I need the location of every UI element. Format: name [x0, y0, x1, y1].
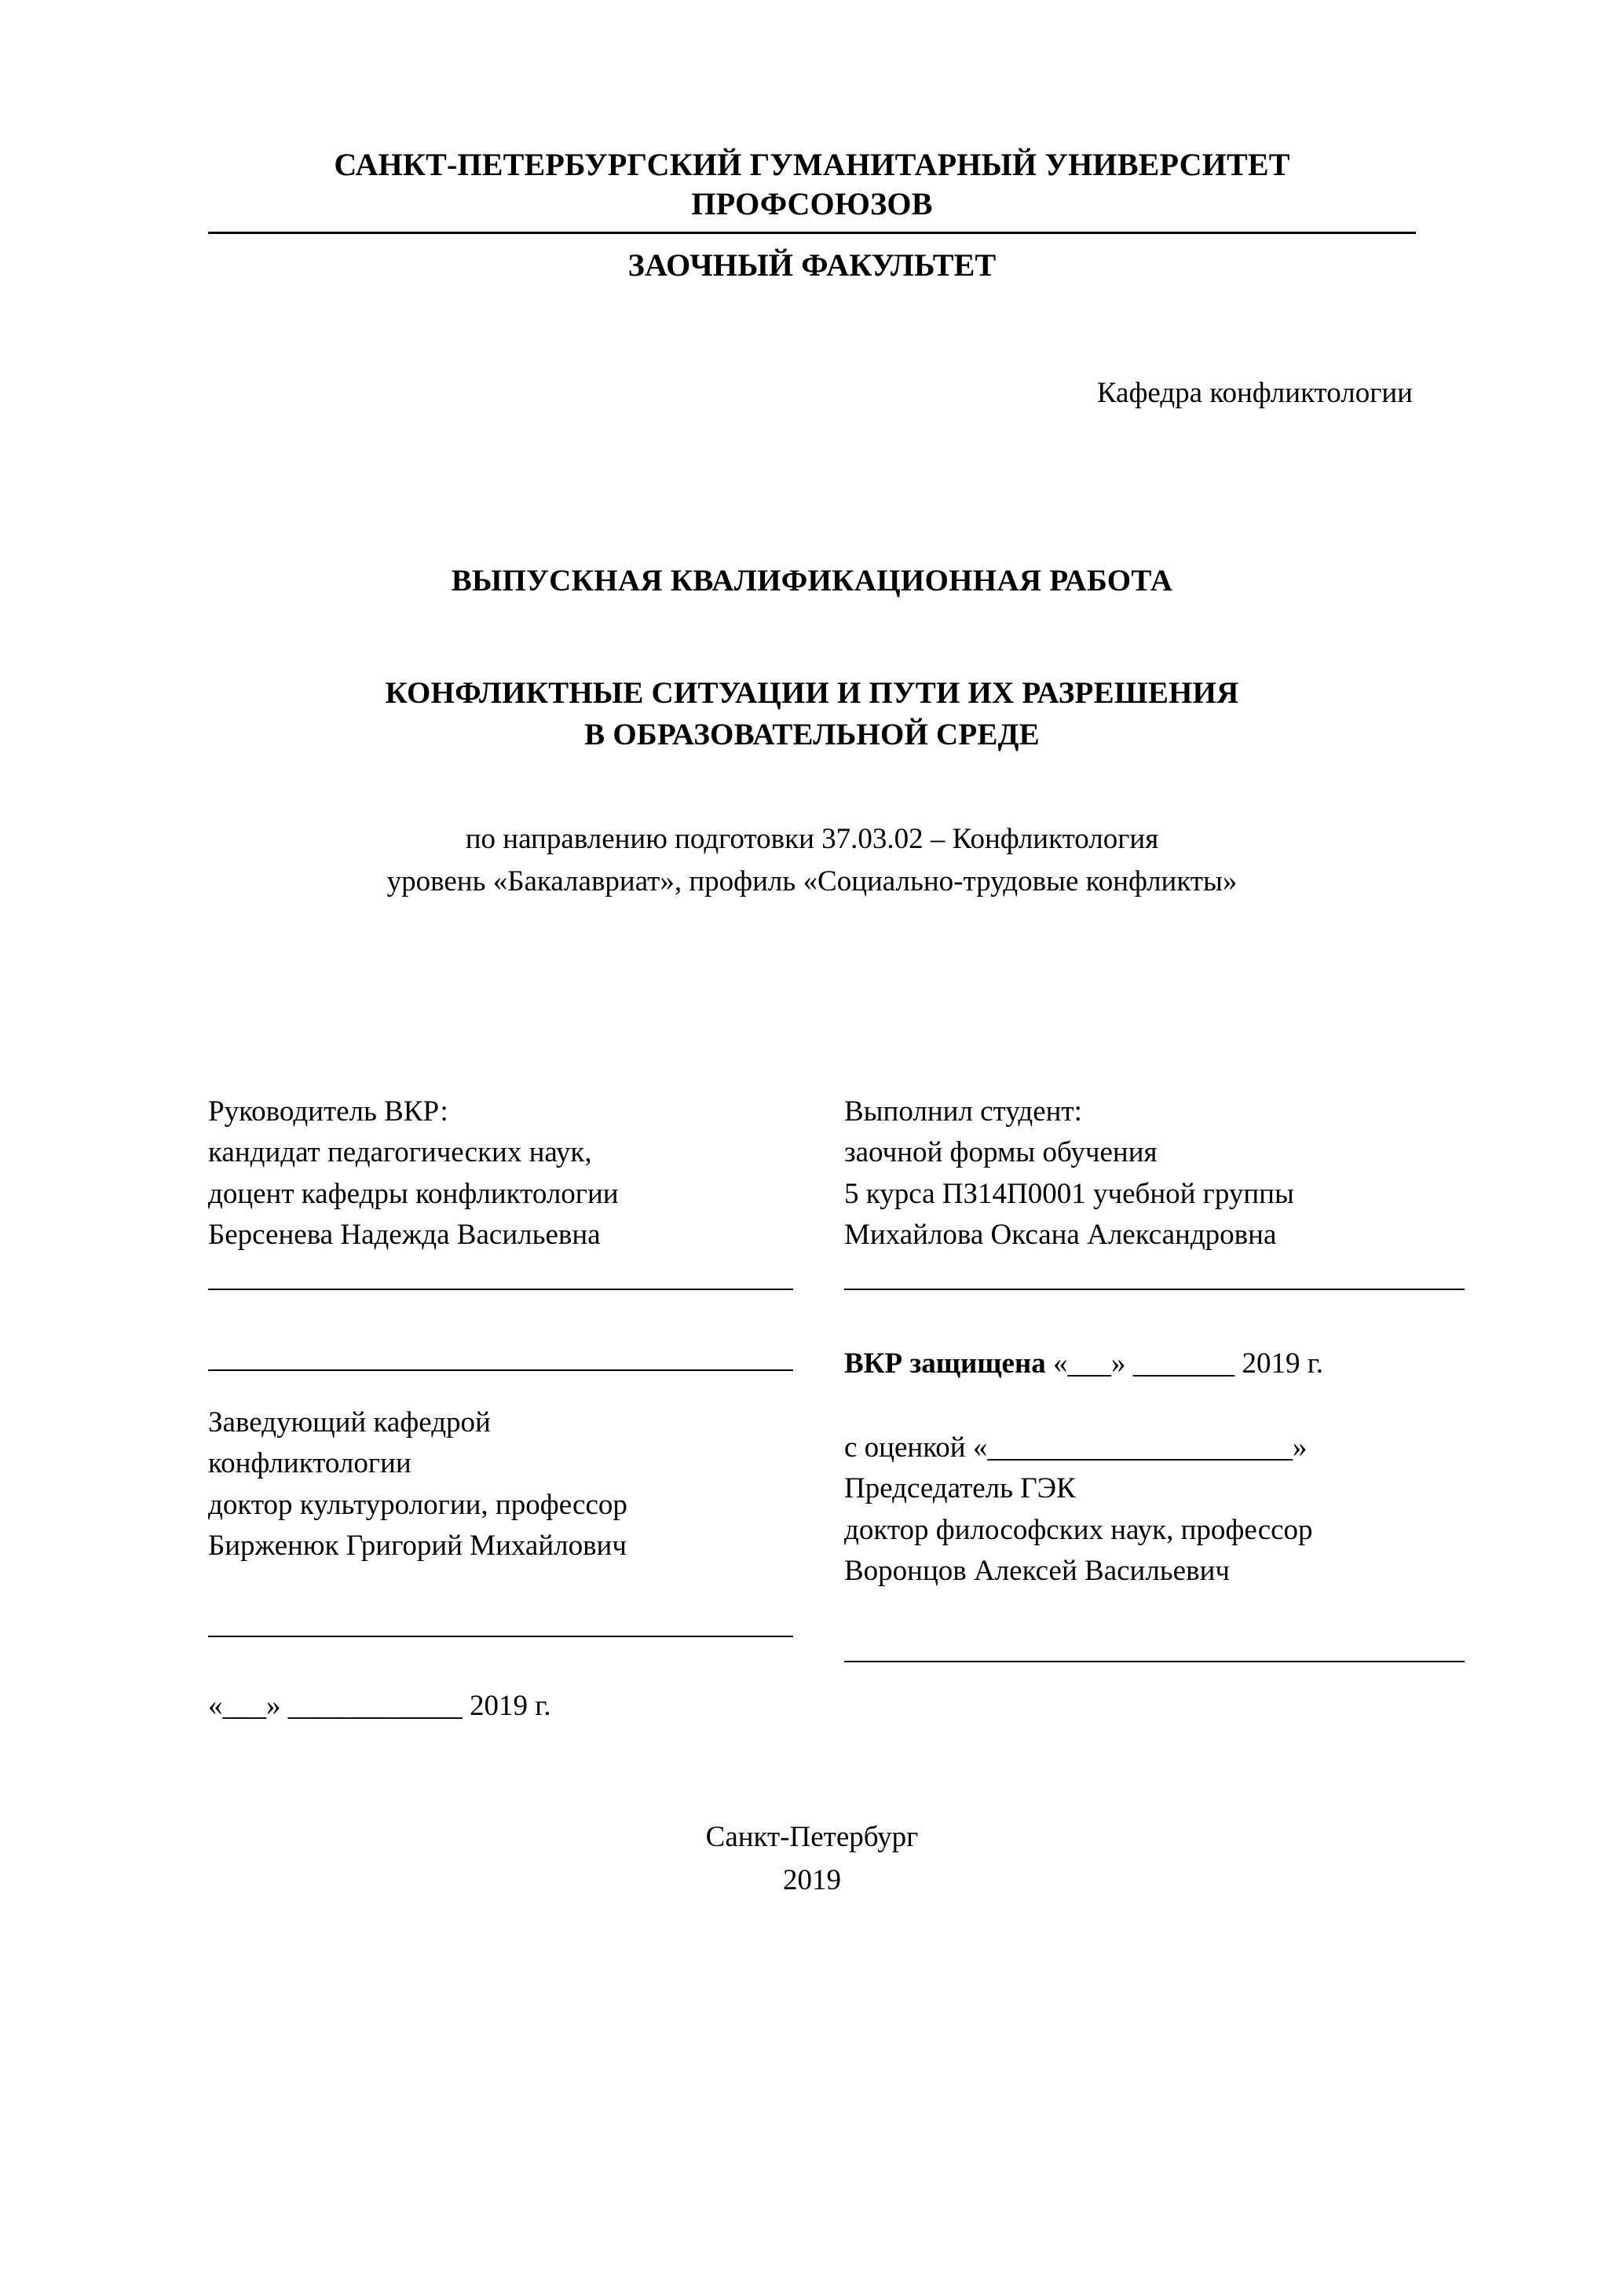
grade-line	[844, 1428, 1465, 1469]
direction-line1: по направлению подготовки 37.03.02 – Конфликтология	[465, 823, 1159, 856]
chair-signature-line	[844, 1660, 1465, 1662]
bottom-date-blank: «___» ____________ 2019 г.	[208, 1689, 551, 1722]
head-of-department-block	[208, 1402, 836, 1567]
student-group: 5 курса ПЗ14П0001 учебной группы	[844, 1177, 1294, 1210]
grade-suffix: »	[1292, 1431, 1308, 1464]
work-title-line1: КОНФЛИКТНЫЕ СИТУАЦИИ И ПУТИ ИХ РАЗРЕШЕНИЯ	[385, 676, 1239, 710]
head-signature-line	[208, 1635, 793, 1637]
student-name: Михайлова Оксана Александровна	[844, 1219, 1277, 1252]
direction-block	[208, 818, 1416, 902]
grade-blank: _____________________	[987, 1431, 1293, 1464]
direction-line2: уровень «Бакалавриат», профиль «Социально-трудовые конфликты»	[386, 865, 1238, 898]
faculty-name: ЗАОЧНЫЙ ФАКУЛЬТЕТ	[627, 247, 997, 283]
head-role-line1: Заведующий кафедрой	[208, 1406, 491, 1439]
head-degree: доктор культурологии, профессор	[208, 1488, 627, 1521]
head-name: Бирженюк Григорий Михайлович	[208, 1530, 627, 1563]
work-title	[208, 673, 1416, 755]
supervisor-block	[208, 1091, 836, 1256]
signature-section	[208, 1091, 1416, 1723]
student-block	[844, 1091, 1465, 1256]
year: 2019	[783, 1864, 841, 1897]
commission-chair-block	[844, 1468, 1465, 1592]
chair-role: Председатель ГЭК	[844, 1472, 1076, 1505]
student-role: Выполнил студент:	[844, 1095, 1082, 1128]
defense-line	[844, 1347, 1465, 1380]
header-divider	[208, 232, 1416, 234]
signature-column-left	[208, 1091, 836, 1723]
student-form: заочной формы обучения	[844, 1136, 1158, 1169]
defense-label: ВКР защищена	[844, 1347, 1046, 1380]
supervisor-role: Руководитель ВКР:	[208, 1095, 448, 1128]
city: Санкт-Петербург	[705, 1820, 919, 1853]
work-title-line2: В ОБРАЗОВАТЕЛЬНОЙ СРЕДЕ	[584, 717, 1040, 751]
university-name	[208, 145, 1416, 224]
supervisor-name: Берсенева Надежда Васильевна	[208, 1219, 601, 1252]
city-year-block	[208, 1815, 1416, 1903]
signature-column-right	[836, 1091, 1465, 1723]
supervisor-degree: кандидат педагогических наук,	[208, 1136, 592, 1169]
university-name-line2: ПРОФСОЮЗОВ	[691, 186, 933, 221]
supervisor-position: доцент кафедры конфликтологии	[208, 1177, 619, 1210]
head-role-line2: конфликтологии	[208, 1447, 411, 1480]
university-header	[208, 145, 1416, 283]
defense-date-blank: «___» _______ 2019 г.	[1053, 1347, 1324, 1380]
grade-prefix: с оценкой «	[844, 1431, 988, 1464]
university-name-line1: САНКТ-ПЕТЕРБУРГСКИЙ ГУМАНИТАРНЫЙ УНИВЕРСИТЕТ	[334, 147, 1290, 182]
department-name: Кафедра конфликтологии	[1096, 377, 1413, 409]
chair-degree: доктор философских наук, профессор	[844, 1513, 1313, 1546]
work-type: ВЫПУСКНАЯ КВАЛИФИКАЦИОННАЯ РАБОТА	[451, 564, 1173, 598]
chair-name: Воронцов Алексей Васильевич	[844, 1555, 1230, 1588]
